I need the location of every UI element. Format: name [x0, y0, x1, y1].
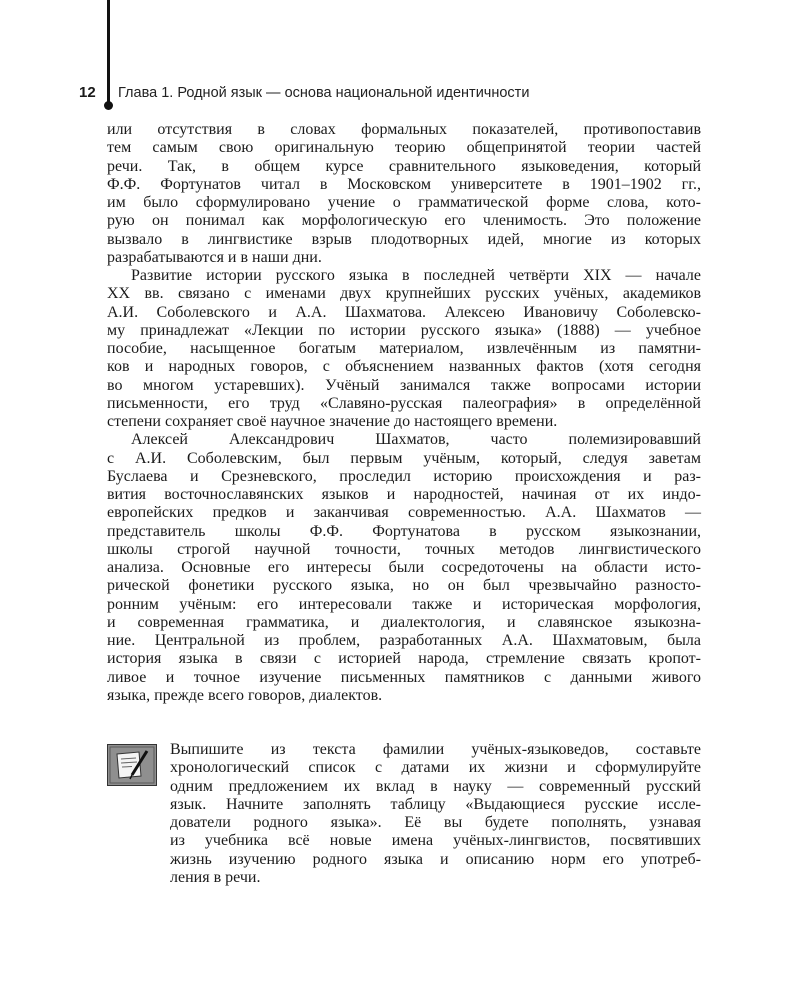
body-line: Развитие истории русского языка в последней четвёрти XIX — начале: [131, 267, 701, 284]
running-title: Глава 1. Родной язык — основа национальной идентичности: [118, 85, 530, 101]
body-line: письменности, его труд «Славяно-русская палеография» в определённой: [107, 394, 701, 412]
body-line: тем самым свою оригинальную теорию общепринятой теории частей: [107, 139, 701, 157]
task-line: из учебника всё новые имена учёных-лингвистов, посвятивших: [170, 832, 701, 850]
body-line: степени сохраняет своё научное значение до настоящего времени.: [107, 413, 558, 430]
body-line: языка, прежде всего говоров, диалектов.: [107, 686, 383, 704]
body-line: вития восточнославянских языков и народностей, начиная от их индо-: [107, 486, 701, 503]
task-line: дователи родного языка». Её вы будете пополнять, узнавая: [170, 814, 701, 831]
body-line: разрабатываются и в наши дни.: [107, 248, 322, 266]
page-number: 12: [79, 84, 96, 101]
body-line: представитель школы Ф.Ф. Фортунатова в русском языкознании,: [107, 522, 701, 540]
body-line: рую он понимал как морфологическую его членимость. Это положение: [107, 212, 701, 230]
body-line: Алексей Александрович Шахматов, часто полемизировавший: [131, 431, 701, 449]
body-line: речи. Так, в общем курсе сравнительного языковедения, который: [107, 157, 701, 175]
task-text: [170, 741, 701, 887]
body-line: Буслаева и Срезневского, проследил историю происхождения и раз-: [107, 467, 701, 485]
task-line: жизнь изучению родного языка и описанию норм его употреб-: [170, 850, 701, 868]
body-line: или отсутствия в словах формальных показателей, противопоставив: [107, 121, 701, 138]
body-line: история языка в связи с историей народа, стремление связать кропот-: [107, 650, 701, 668]
body-line: му принадлежат «Лекции по истории русского языка» (1888) — учебное: [107, 321, 701, 339]
body-line: и современная грамматика, и диалектология, и славянское языкозна-: [107, 613, 701, 631]
body-line: XX вв. связано с именами двух крупнейших русских учёных, академиков: [107, 285, 701, 303]
margin-rule: [107, 0, 110, 104]
task-line: хронологический список с датами их жизни и сформулируйте: [170, 759, 701, 777]
body-line: им было сформулировано учение о грамматической форме слова, кото-: [107, 194, 701, 211]
task-line: язык. Начните заполнять таблицу «Выдающиеся русские иссле-: [170, 795, 701, 813]
body-line: Ф.Ф. Фортунатов читал в Московском университете в 1901–1902 гг.,: [107, 175, 701, 193]
body-line: пособие, насыщенное богатым материалом, извлечённым из памятни-: [107, 340, 701, 357]
body-text: [107, 121, 701, 705]
body-line: во многом устаревших). Учёный занимался также вопросами истории: [107, 376, 701, 394]
body-line: с А.И. Соболевским, был первым учёным, который, следуя заветам: [107, 449, 701, 467]
task-line: одним предложением их вклад в науку — современный русский: [170, 777, 701, 795]
body-line: вызвало в лингвистике взрыв плодотворных идей, многие из которых: [107, 230, 701, 248]
body-line: ков и народных говоров, с объяснением названных фактов (хотя сегодня: [107, 358, 701, 376]
body-line: школы строгой научной точности, точных методов лингвистического: [107, 540, 701, 558]
body-line: ливое и точное изучение письменных памятников с данными живого: [107, 668, 701, 686]
body-line: анализа. Основные его интересы были сосредоточены на области исто-: [107, 559, 701, 576]
writing-task-icon: [107, 744, 157, 786]
body-line: ние. Центральной из проблем, разработанных А.А. Шахматовым, была: [107, 632, 701, 649]
body-line: ронним учёным: его интересовали также и историческая морфология,: [107, 595, 701, 613]
body-line: европейских предков и заканчивая современностью. А.А. Шахматов —: [107, 504, 701, 522]
task-line: ления в речи.: [170, 868, 261, 886]
margin-rule-dot: [104, 101, 113, 110]
task-line: Выпишите из текста фамилии учёных-языковедов, составьте: [170, 741, 701, 758]
body-line: А.И. Соболевского и А.А. Шахматова. Алексею Ивановичу Соболевско-: [107, 303, 701, 321]
body-line: рической фонетики русского языка, но он был чрезвычайно разносто-: [107, 577, 701, 595]
